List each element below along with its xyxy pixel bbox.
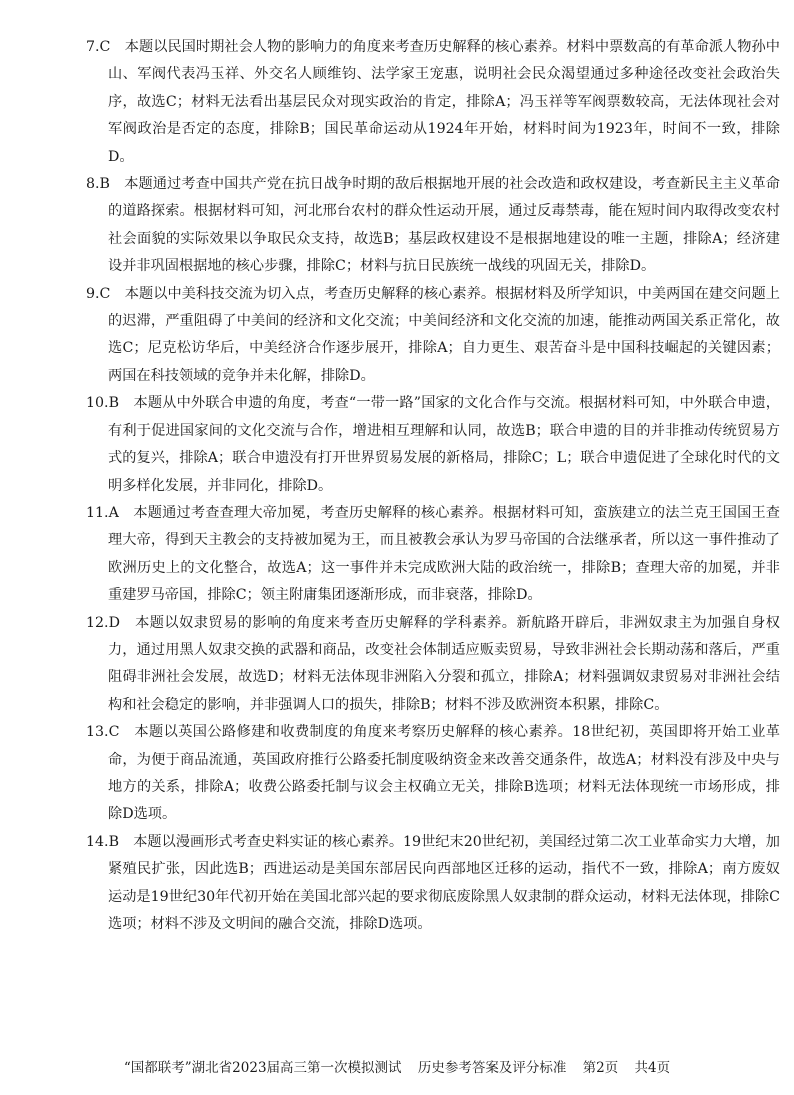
- answer-item: 10.B 本题从中外联合申遗的角度，考查“一带一路”国家的文化合作与交流。根据材料可知，中外联合申遗，有利于促进国家间的文化交流与合作，增进相互理解和认同，故选B；联合申遗的目的并非推动传统贸易方式的复兴，排除A；联合申遗没有打开世界贸易发展的新格局，排除C；L；联合申遗促进了全球化时代的文明多样化发展，并非同化，排除D。: [86, 395, 780, 494]
- page-footer: [0, 1058, 794, 1078]
- answer-item: 11.A 本题通过考查查理大帝加冕，考查历史解释的核心素养。根据材料可知，蛮族建立的法兰克王国国王查理大帝，得到天主教会的支持被加冕为王，而且被教会承认为罗马帝国的合法继承者，所以这一事件推动了欧洲历史上的文化整合，故选A；这一事件并未完成欧洲大陆的政治统一，排除B；查理大帝的加冕，并非重建罗马帝国，排除C；领主附庸集团逐渐形成，而非衰落，排除D。: [86, 504, 780, 604]
- answer-list: [86, 34, 780, 938]
- footer-page-number: 第2页: [582, 1060, 619, 1076]
- answer-item: 12.D 本题以奴隶贸易的影响的角度来考查历史解释的学科素养。新航路开辟后，非洲奴隶主为加强自身权力，通过用黑人奴隶交换的武器和商品，改变社会体制适应贩卖贸易，导致非洲社会长期动荡和落后，严重阻碍非洲社会发展，故选D；材料无法体现非洲陷入分裂和孤立，排除A；材料强调奴隶贸易对非洲社会结构和社会稳定的影响，并非强调人口的损失，排除B；材料不涉及欧洲资本积累，排除C。: [86, 614, 780, 713]
- footer-total-pages: 共4页: [634, 1060, 671, 1076]
- answer-item: 9.C 本题以中美科技交流为切入点，考查历史解释的核心素养。根据材料及所学知识，中美两国在建交问题上的迟滞，严重阻碍了中美间的经济和文化交流；中美间经济和文化交流的加速，能推动两国关系正常化，故选C；尼克松访华后，中美经济合作逐步展开，排除A；自力更生、艰苦奋斗是中国科技崛起的关键因素；两国在科技领域的竞争并未化解，排除D。: [86, 285, 780, 384]
- footer-subject: 历史参考答案及评分标准: [417, 1060, 567, 1076]
- answer-item: 14.B 本题以漫画形式考查史料实证的核心素养。19世纪末20世纪初，美国经过第二次工业革命实力大增，加紧殖民扩张，因此选B；西进运动是美国东部居民向西部地区迁移的运动，指代不一致，排除A；南方废奴运动是19世纪30年代初开始在美国北部兴起的要求彻底废除黑人奴隶制的群众运动，材料无法体现，排除C选项；材料不涉及文明间的融合交流，排除D选项。: [86, 833, 780, 932]
- footer-exam-title: “国都联考”湖北省2023届高三第一次模拟测试: [123, 1060, 402, 1076]
- answer-item: 8.B 本题通过考查中国共产党在抗日战争时期的敌后根据地开展的社会改造和政权建设，考查新民主主义革命的道路探索。根据材料可知，河北邢台农村的群众性运动开展，通过反毒禁毒，能在短时间内取得改变农村社会面貌的实际效果以争取民众支持，故选B；基层政权建设不是根据地建设的唯一主题，排除A；经济建设并非巩固根据地的核心步骤，排除C；材料与抗日民族统一战线的巩固无关，排除D。: [86, 176, 780, 275]
- answer-item: 7.C 本题以民国时期社会人物的影响力的角度来考查历史解释的核心素养。材料中票数高的有革命派人物孙中山、军阀代表冯玉祥、外交名人顾维钧、法学家王宠惠，说明社会民众渴望通过多种途径改变社会政治失序，故选C；材料无法看出基层民众对现实政治的肯定，排除A；冯玉祥等军阀票数较高，无法体现社会对军阀政治是否定的态度，排除B；国民革命运动从1924年开始，材料时间为1923年，时间不一致，排除D。: [86, 39, 780, 165]
- answer-item: 13.C 本题以英国公路修建和收费制度的角度来考察历史解释的核心素养。18世纪初，英国即将开始工业革命，为便于商品流通，英国政府推行公路委托制度吸纳资金来改善交通条件，故选A；材料没有涉及中央与地方的关系，排除A；收费公路委托制与议会主权确立无关，排除B选项；材料无法体现统一市场形成，排除D选项。: [86, 724, 780, 823]
